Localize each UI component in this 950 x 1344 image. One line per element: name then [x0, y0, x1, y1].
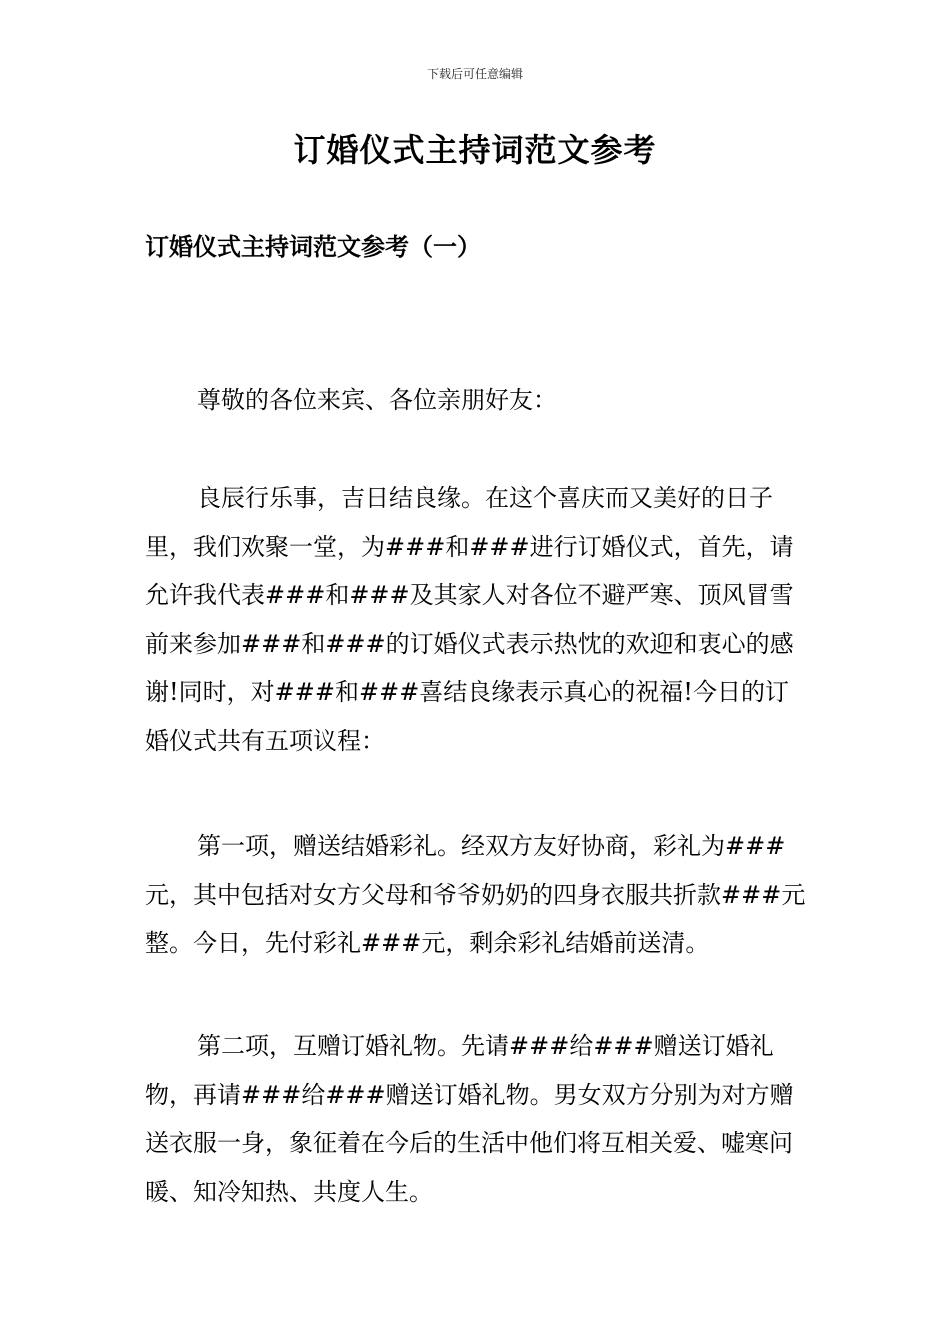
paragraph-intro: 良辰行乐事，吉日结良缘。在这个喜庆而又美好的日子里，我们欢聚一堂，为###和###进行订婚仪式，首先，请允许我代表###和###及其家人对各位不避严寒、顶风冒雪前来参加###和###的订婚仪式表示热忱的欢迎和衷心的感谢!同时，对###和###喜结良缘表示真心的祝福!今日的订婚仪式共有五项议程：: [145, 484, 794, 755]
document-title: 订婚仪式主持词范文参考: [293, 131, 657, 169]
paragraph-item-2: 第二项，互赠订婚礼物。先请###给###赠送订婚礼物，再请###给###赠送订婚礼物。男女双方分别为对方赠送衣服一身，象征着在今后的生活中他们将互相关爱、嘘寒问暖、知冷知热、共度人生。: [145, 1032, 794, 1206]
section-heading: 订婚仪式主持词范文参考（一）: [145, 232, 481, 261]
paragraph-greeting: 尊敬的各位来宾、各位亲朋好友：: [197, 386, 557, 414]
paragraph-item-1: 第一项，赠送结婚彩礼。经双方友好协商，彩礼为###元，其中包括对女方父母和爷爷奶奶的四身衣服共折款###元整。今日，先付彩礼###元，剩余彩礼结婚前送清。: [145, 832, 806, 957]
header-note: 下载后可任意编辑: [426, 67, 523, 81]
